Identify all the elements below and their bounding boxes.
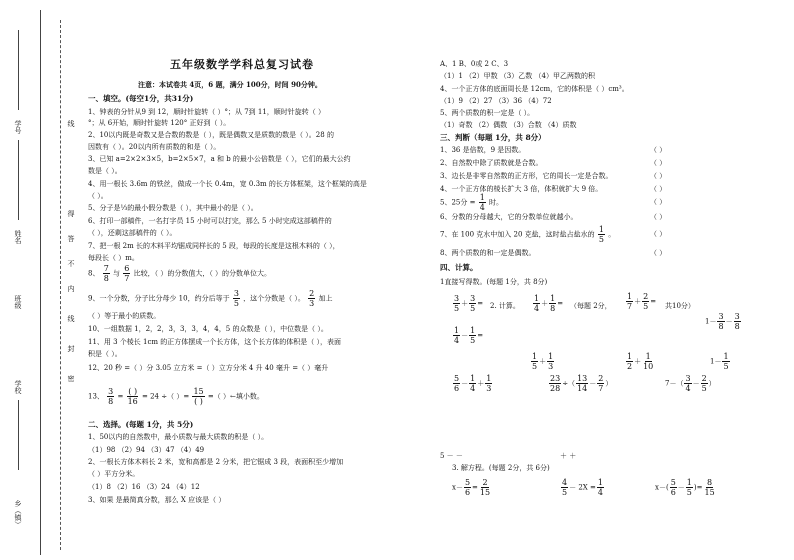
- fraction: $\frac{1}{5}$: [598, 225, 604, 244]
- q4-line1: 4、用一根长 3.6m 的铁丝，做成一个长 0.4m，宽 0.3m 的长方体框架，这个框架的高是: [88, 180, 367, 188]
- binding-line: [40, 10, 41, 555]
- judge-1: 1、36 是倍数，9 是因数。: [440, 146, 526, 154]
- choice-3: 3、如果 是最简真分数，那么 X 应该是（ ）: [88, 496, 226, 504]
- calc-item: 1－ $\frac{1}{5}$: [710, 352, 729, 371]
- q2-line2: 因数有（ ）。20以内所有质数的和是（ ）。: [88, 143, 221, 151]
- fraction: $\frac{3}{5}$: [233, 289, 239, 308]
- judge-3-answer[interactable]: （ ）: [650, 172, 667, 180]
- bottom-expr-a: 5 － －: [440, 452, 463, 460]
- q11-line1: 11、用 3 个棱长 1cm 的正方体摆成一个长方体，这个长方体的体积是（ ），表面: [88, 338, 341, 346]
- seal-char: 不: [67, 260, 75, 267]
- q7-line1: 7、把一根 2m 长的木料平均锯成同样长的 5 段，每段的长度是这根木料的（ ），: [88, 242, 340, 250]
- calc-item: $\frac{1}{5}$ ＋ $\frac{1}{3}$: [532, 352, 554, 371]
- q13: 13、 $\frac{3}{8}$ = $\frac{( )}{16}$ = 24 ÷（ ）= $\frac{15}{( )}$ =（ ）←填小数。: [88, 387, 264, 406]
- calc-item: $\frac{3}{5}$ ＋ $\frac{3}{5}$ =: [454, 294, 484, 313]
- calc-item: 1－ $\frac{3}{8}$ － $\frac{3}{8}$: [705, 312, 740, 331]
- seal-line: [60, 20, 61, 550]
- calc-2-title: 2. 计算。: [490, 302, 520, 310]
- q6-line2: （ ），还剩这部稿件的（ ）。: [88, 229, 177, 237]
- calc-2-note: （每题 2分，: [570, 302, 612, 310]
- section-3-title: 三、判断（每题 1分，共 8分）: [440, 133, 546, 142]
- judge-7-answer[interactable]: （ ）: [650, 230, 667, 238]
- q10: 10、一组数据 1，2，2，3，3，3，4，4，5 的众数是（ ），中位数是（ ）。: [88, 325, 328, 333]
- fraction: $\frac{15}{( )}$: [193, 387, 204, 406]
- number-underline: [18, 30, 19, 110]
- fraction: $\frac{( )}{16}$: [127, 387, 138, 406]
- seal-char: 答: [67, 235, 75, 242]
- section-2-title: 二、选择。(每题 1分，共 5分): [88, 420, 194, 429]
- judge-4: 4、一个正方体的棱长扩大 3 倍，体积就扩大 9 倍。: [440, 185, 603, 193]
- calc-item: $\frac{5}{6}$ － $\frac{1}{4}$ ＋ $\frac{1}{3}$: [454, 374, 492, 393]
- q9-line2: （ ）等于最小的质数。: [88, 312, 161, 320]
- q3-line2: 数是（ ）。: [88, 167, 122, 175]
- choice-5: 5、两个质数的积一定是（ ）。: [440, 109, 535, 117]
- number-label: 学号: [14, 120, 22, 134]
- choice-2-line1: 2、一根长方体木料长 2 米，宽和高都是 2 分米，把它锯成 3 段，表面积至少增加: [88, 458, 344, 466]
- equation-3: x－( $\frac{5}{6}$ － $\frac{1}{5}$ )= $\frac{8}{15}$: [655, 478, 715, 497]
- choice-4: 4、一个正方体的底面周长是 12cm，它的体积是（ ）cm³。: [440, 85, 629, 93]
- q9: 9、一个分数，分子比分母少 10，约分后等于 $\frac{3}{5}$ ，这个分数是（ ）。 $\frac{2}{3}$ 加上: [88, 289, 333, 308]
- section-1-title: 一、填空。(每空1分，共31分): [88, 94, 194, 103]
- exam-note: 注意：本试卷共 4页，6 题，满分 100分，时间 90分钟。: [138, 80, 322, 89]
- class-label: 班级: [14, 295, 22, 309]
- seal-char: 密: [67, 375, 75, 382]
- fraction: $\frac{2}{3}$: [309, 289, 315, 308]
- township-label: 乡（镇）: [14, 500, 22, 528]
- fraction: $\frac{7}{8}$: [103, 264, 109, 283]
- seal-char: 线: [67, 315, 75, 322]
- judge-7: 7、在 100 克水中加入 20 克盐，这时盐占盐水的 $\frac{1}{5}$ 。: [440, 225, 616, 244]
- judge-2: 2、自然数中除了质数就是合数。: [440, 159, 543, 167]
- seal-char: 内: [67, 285, 75, 292]
- bottom-expr-b: ＋ ＋: [560, 452, 577, 460]
- calc-item: $\frac{23}{28}$ ÷（ $\frac{13}{14}$ － $\frac{2}{7}$ ）: [550, 374, 613, 393]
- q8: 8、 $\frac{7}{8}$ 与 $\frac{6}{7}$ 比较，（ ）的分数值大，（ ）的分数单位大。: [88, 264, 272, 283]
- judge-8-answer[interactable]: （ ）: [650, 249, 667, 257]
- choice-2-options: （1）8 （2）16 （3）24 （4）12: [88, 483, 200, 491]
- school-underline: [18, 400, 19, 470]
- r-options-a: A、1 B、0或 2 C、3: [440, 60, 509, 68]
- school-label: 学校: [14, 380, 22, 394]
- choice-5-options: （1）奇数 （2）偶数 （3）合数 （4）质数: [440, 121, 577, 129]
- q2-line1: 2、10以内既是奇数又是合数的数是（ ），既是偶数又是质数的数是（ ）。28 的: [88, 131, 334, 139]
- calc-item: $\frac{1}{4}$ ＋ $\frac{1}{8}$ =: [534, 294, 564, 313]
- judge-6: 6、分数的分母越大，它的分数单位就越小。: [440, 213, 578, 221]
- choice-4-options: （1）9 （2）27 （3）36 （4）72: [440, 97, 552, 105]
- name-label: 姓名: [14, 230, 22, 244]
- equation-1: x－ $\frac{5}{6}$ = $\frac{2}{15}$: [452, 478, 491, 497]
- judge-2-answer[interactable]: （ ）: [650, 159, 667, 167]
- calc-item: $\frac{1}{4}$ － $\frac{1}{5}$ =: [454, 326, 484, 345]
- q5: 5、分子是⅓的最小假分数是（ ），其中最小的是（ ）。: [88, 204, 258, 212]
- equations-title: 3. 解方程。(每题 2分，共 6分): [452, 464, 550, 472]
- q7-line2: 每段长（ ）m。: [88, 254, 139, 262]
- q11-line2: 积是（ ）。: [88, 350, 122, 358]
- fraction: $\frac{3}{8}$: [108, 387, 114, 406]
- judge-3: 3、边长是非零自然数的正方形，它的周长一定是合数。: [440, 172, 613, 180]
- fraction: $\frac{1}{4}$: [479, 193, 485, 212]
- calc-item: $\frac{1}{2}$ ＋ $\frac{1}{10}$: [627, 352, 654, 371]
- r-options-b: （1）1 （2）甲数 （3）乙数 （4）甲乙两数的积: [440, 72, 595, 80]
- section-4-title: 四、计算。: [440, 263, 478, 272]
- q4-line2: （ ）。: [88, 192, 108, 200]
- choice-1: 1、50以内的自然数中，最小质数与最大质数的积是（ ）。: [88, 433, 269, 441]
- judge-5: 5、25分 = $\frac{1}{4}$ 时。: [440, 193, 504, 212]
- seal-char: 封: [67, 345, 75, 352]
- judge-5-answer[interactable]: （ ）: [650, 198, 667, 206]
- seal-char: 得: [67, 210, 75, 217]
- seal-char: 线: [67, 120, 75, 127]
- choice-2-line2: （ ）平方分米。: [88, 470, 140, 478]
- judge-8: 8、两个质数的和一定是偶数。: [440, 249, 536, 257]
- q1-line1: 1、钟表的分针从9 到 12，顺时针旋转（ ）°；从 7到 11，顺时针旋转（ ）: [88, 108, 326, 116]
- page-title: 五年级数学学科总复习试卷: [170, 58, 314, 71]
- q1-line2: °；从 6开始，顺时针旋转 120° 正好到（ ）。: [88, 119, 231, 127]
- judge-1-answer[interactable]: （ ）: [650, 146, 667, 154]
- q12: 12、20 秒 =（ ）分 3.05 立方米 =（ ）立方分米 4 升 40 毫升 =（ ）毫升: [88, 364, 329, 372]
- judge-6-answer[interactable]: （ ）: [650, 213, 667, 221]
- calc-item: 7－（ $\frac{3}{4}$ － $\frac{2}{5}$ ）: [665, 374, 716, 393]
- q3-line1: 3、已知 a=2×2×3×5，b=2×5×7，a 和 b 的最小公倍数是（ ），它们的最大公约: [88, 155, 351, 163]
- judge-4-answer[interactable]: （ ）: [650, 185, 667, 193]
- name-underline: [18, 140, 19, 220]
- calc-item: $\frac{1}{7}$ ＋ $\frac{2}{5}$ =: [627, 292, 657, 311]
- choice-1-options: （1）98 （2）94 （3）47 （4）49: [88, 446, 205, 454]
- calc-2-note2: 共10分）: [665, 302, 695, 310]
- fraction: $\frac{6}{7}$: [124, 264, 130, 283]
- q6-line1: 6、打印一部稿件，一名打字员 15 小时可以打完，那么 5 小时完成这部稿件的: [88, 217, 332, 225]
- calc-1-title: 1直接写得数。(每题 1分，共 8分): [440, 278, 548, 286]
- equation-2: $\frac{4}{5}$ － 2X = $\frac{1}{4}$: [562, 478, 603, 497]
